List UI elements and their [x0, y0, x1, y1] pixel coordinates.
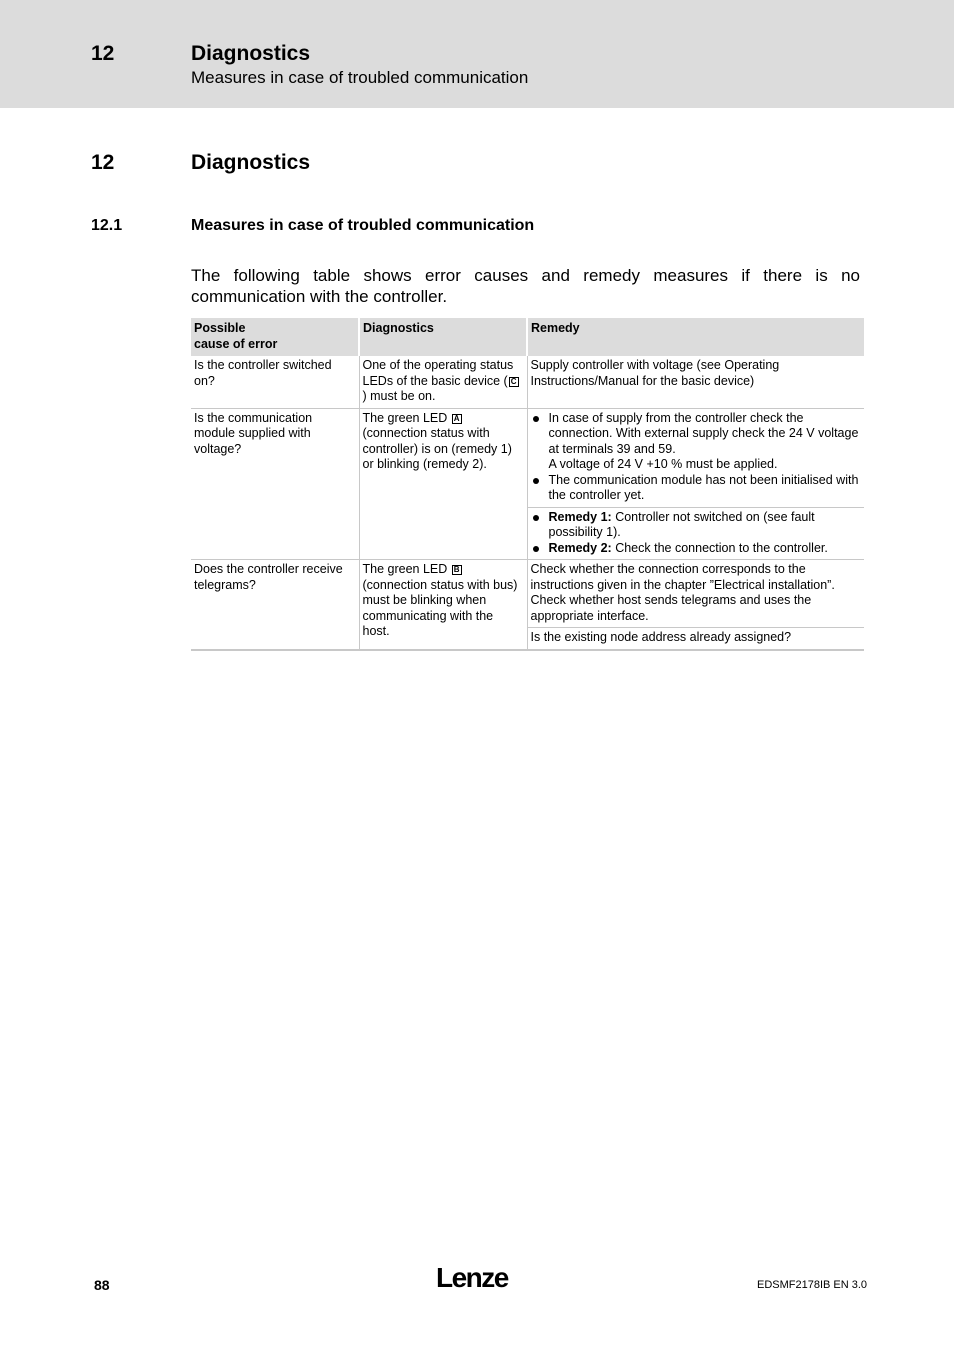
cause-cell: Is the communication module supplied with voltage? — [191, 408, 359, 560]
remedy-cell — [527, 408, 864, 507]
led-label-box: A — [453, 413, 460, 423]
header-section-subtitle: Measures in case of troubled communication — [191, 68, 529, 87]
diagnostics-cell: The green LED B (connection status with bus) must be blinking when communicating with the host. — [359, 560, 527, 650]
header-chapter-title: Diagnostics — [191, 42, 311, 65]
table-row — [191, 408, 864, 507]
remedy-cell: Is the existing node address already assigned? — [527, 628, 864, 650]
list-item: In case of supply from the controller check the connection. With external supply check the 24 V voltage at terminals 39 and 59. A voltage of 24 V +10 % must be applied. — [531, 411, 862, 473]
table-header-row — [191, 318, 864, 356]
page-number: 88 — [94, 1277, 110, 1293]
remedy-cell — [527, 507, 864, 560]
header-cause: Possible cause of error — [191, 318, 359, 356]
led-label-box: B — [453, 565, 460, 574]
table-row — [191, 356, 864, 408]
led-label-box: C — [510, 376, 517, 386]
bullet-icon — [533, 478, 539, 484]
heading1-title: Diagnostics — [191, 151, 311, 174]
heading2-number: 12.1 — [91, 217, 123, 234]
list-item: Remedy 2: Check the connection to the controller. — [531, 541, 862, 557]
document-id: EDSMF2178IB EN 3.0 — [757, 1279, 868, 1291]
diagnostics-cell: The green LED A (connection status with controller) is on (remedy 1) or blinking (remedy 2). — [359, 408, 527, 560]
list-item: Remedy 1: Controller not switched on (see fault possibility 1). — [531, 510, 862, 541]
remedy-cell: Check whether the connection corresponds to the instructions given in the chapter ”Electrical installation”. Check whether host sends telegrams and uses the appropriate interface. — [527, 560, 864, 628]
header-chapter-number: 12 — [91, 42, 115, 65]
heading1-number: 12 — [91, 151, 115, 174]
intro-paragraph: The following table shows error causes and remedy measures if there is no communication with the controller. — [191, 266, 860, 306]
header-remedy: Remedy — [527, 318, 864, 356]
bullet-icon — [533, 416, 539, 422]
header-diagnostics: Diagnostics — [359, 318, 527, 356]
list-item: The communication module has not been initialised with the controller yet. — [531, 473, 862, 504]
table-row — [191, 560, 864, 628]
lenze-logo: Lenze — [436, 1262, 508, 1293]
cause-cell: Does the controller receive telegrams? — [191, 560, 359, 650]
header-band — [0, 0, 954, 108]
bullet-icon — [533, 515, 539, 521]
bullet-icon — [533, 546, 539, 552]
heading2-title: Measures in case of troubled communication — [191, 217, 535, 234]
cause-cell: Is the controller switched on? — [191, 356, 359, 408]
diagnostics-table — [191, 318, 864, 651]
remedy-cell: Supply controller with voltage (see Operating Instructions/Manual for the basic device) — [527, 356, 864, 408]
diagnostics-cell: One of the operating status LEDs of the basic device ( C) must be on. — [359, 356, 527, 408]
